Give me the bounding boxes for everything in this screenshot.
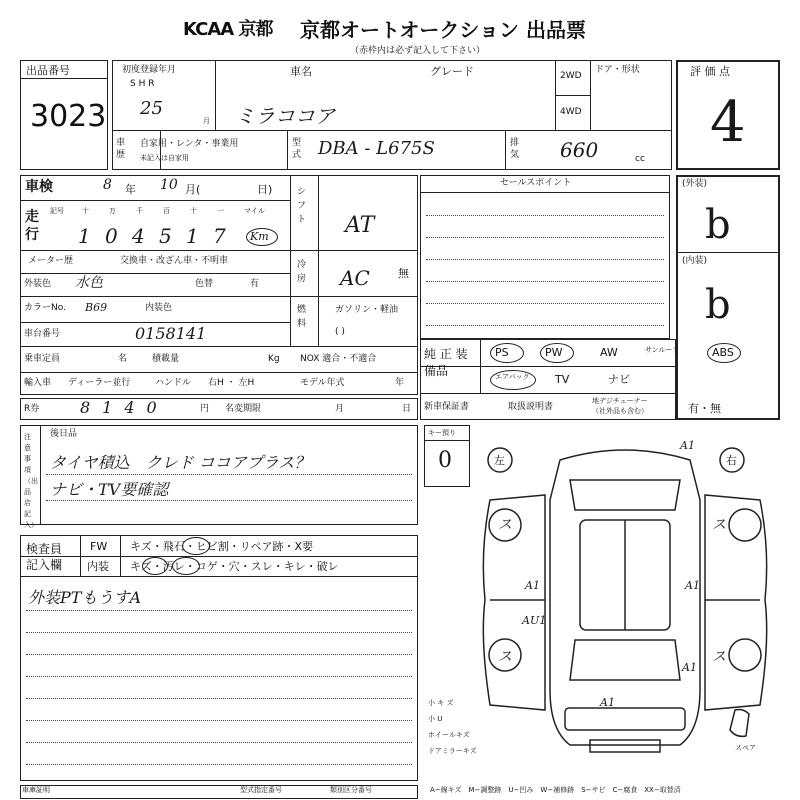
drive-4wd: 4WD [560, 107, 582, 117]
equipment-circle-mark [490, 343, 524, 363]
nox-label: NOX 適合・不適合 [300, 354, 377, 364]
rating-value: 4 [710, 90, 746, 155]
mark-s-front-left: ス [498, 517, 512, 533]
int-color-label: 内装色 [145, 303, 173, 313]
displacement-label: 排気 [510, 138, 520, 160]
equipment-label: 純 正 装備品 [424, 347, 468, 378]
meter-label: メーター歴 [28, 256, 74, 266]
capacity-unit: 名 [118, 354, 128, 364]
mileage-label: 走行 [25, 209, 39, 243]
displacement-value: 660 [560, 138, 599, 162]
mileage-header-6: マイル [244, 207, 265, 215]
equipment-tuner-yesno: 有・無 [688, 402, 721, 415]
mileage-digit-2: 4 [132, 224, 145, 248]
equipment-tuner-note: （社外品も含む） [592, 407, 648, 415]
color-no-value: B69 [85, 301, 108, 314]
sales-point-line [426, 259, 664, 260]
car-damage-diagram [470, 440, 780, 785]
reg-history-label: 車歴 [116, 138, 126, 160]
key-label: キー預り [428, 429, 456, 437]
sales-point-line [426, 325, 664, 326]
first-reg-month-label: 月 [203, 117, 210, 125]
shaken-year-label: 年 [125, 183, 136, 196]
model-year-unit: 年 [395, 378, 405, 388]
int-circle-mark-2 [172, 557, 200, 575]
inspector-int-items: キズ・汚レ・コゲ・穴・スレ・キレ・破レ [130, 560, 339, 573]
inspector-line [26, 632, 412, 633]
sales-point-line [426, 237, 664, 238]
equipment-item: ABS [712, 346, 734, 359]
color-change-value: 有 [250, 279, 260, 289]
fuel-options: ガソリン・軽油 [335, 305, 399, 315]
inspector-int-label: 内装 [87, 560, 109, 573]
grade-label: グレード [430, 65, 474, 78]
int-circle-mark-1 [142, 557, 168, 575]
fw-circle-mark [182, 537, 210, 555]
displacement-unit: cc [635, 154, 645, 164]
ext-rating-label: (外装) [682, 179, 708, 189]
cool-value: AC [340, 266, 370, 290]
inspector-line [26, 610, 412, 611]
mark-a1-right: A1 [685, 579, 700, 592]
damage-code-legend: A−線キズ M−調整跡 U−凹み W−補修跡 S−サビ C−腐食 XX−取替済 [430, 786, 681, 794]
mileage-header-2: 千 [136, 207, 143, 215]
sales-point-label: セールスポイント [500, 178, 572, 188]
shaken-month-label: 月( [185, 183, 201, 196]
chassis-label: 車台番号 [24, 329, 61, 339]
shaken-label: 車検 [25, 179, 53, 195]
inspector-label: 検査員 記入欄 [26, 542, 63, 572]
meter-options: 交換車・改ざん車・不明車 [120, 256, 229, 266]
type-designation-label: 型式指定番号 [240, 786, 282, 794]
first-reg-year: 25 [140, 98, 163, 119]
mark-a1-rear-right: A1 [682, 661, 697, 674]
fuel-paren: ( ) [335, 327, 345, 337]
equipment-circle-mark [707, 343, 741, 363]
sales-point-box [420, 175, 670, 339]
small-legend-item: 小 キ ズ [428, 699, 454, 707]
first-reg-label: 初度登録年月 [122, 65, 177, 75]
diagram-left-label: 左 [494, 454, 505, 467]
ext-color-value: 水色 [75, 275, 103, 291]
load-label: 積載量 [152, 354, 180, 364]
mark-s-rear-right: ス [712, 649, 726, 665]
int-rating-label: (内装) [682, 256, 708, 266]
page-subtitle: （赤枠内は必ず記入して下さい） [350, 46, 486, 56]
notes-line-1: タイヤ積込 クレド ココアプラス？ [50, 453, 311, 472]
drive-2wd: 2WD [560, 71, 582, 81]
color-no-label: カラーNo. [24, 303, 66, 313]
sales-point-line [426, 303, 664, 304]
equipment-item: サンルーフ [645, 346, 680, 354]
handle-options: 右H ・ 左H [208, 378, 255, 388]
equipment-item: エアバック [495, 373, 530, 381]
shift-label: シフト [297, 187, 307, 225]
ext-color-label: 外装色 [24, 279, 52, 289]
equipment-manual: 取扱説明書 [508, 402, 554, 412]
rating-label: 評 価 点 [690, 65, 730, 78]
notes-line-2: ナビ・TV要確認 [50, 480, 169, 499]
notes-box [20, 425, 418, 525]
small-legend-item: ホイールキズ [428, 731, 470, 739]
mark-a1-top: A1 [680, 439, 695, 452]
name-change-day: 日 [402, 404, 412, 414]
car-name-label: 車名 [290, 65, 312, 78]
cool-none: 無 [398, 267, 409, 280]
equipment-item: ナビ [608, 373, 630, 386]
equipment-circle-mark [540, 343, 574, 363]
kcaa-logo: KCAA 京都 [183, 19, 273, 40]
small-legend-item: 小 U [428, 715, 443, 723]
mileage-header-4: 十 [190, 207, 197, 215]
inspector-line [26, 698, 412, 699]
name-change-month: 月 [335, 404, 345, 414]
chassis-value: 0158141 [135, 324, 207, 343]
inspector-line [26, 654, 412, 655]
capacity-label: 乗車定員 [24, 354, 61, 364]
key-value: 0 [438, 448, 452, 473]
cool-label: 冷房 [297, 260, 307, 284]
small-legend-item: ドアミラーキズ [428, 747, 477, 755]
sales-point-line [426, 281, 664, 282]
recycle-value: 8140 [80, 398, 169, 417]
lot-number-value: 3023 [30, 99, 107, 134]
mark-s-rear-left: ス [498, 649, 512, 665]
fw-label: FW [90, 540, 108, 553]
inspector-line [26, 676, 412, 677]
equipment-item: PS [495, 346, 509, 359]
ext-rating-value: b [705, 202, 731, 248]
diagram-right-label: 右 [726, 454, 737, 467]
inspector-note: 外装PTもうすA [28, 588, 141, 607]
garage-cert-label: 車庫証明 [22, 786, 50, 794]
mark-a1-left: A1 [525, 579, 540, 592]
mark-au1: AU1 [522, 614, 547, 627]
reg-use-options: 自家用・レンタ・事業用 [140, 139, 239, 149]
inspector-line [26, 764, 412, 765]
mileage-sub-label: 記号 [50, 207, 64, 215]
shaken-day-label: 日) [257, 183, 273, 196]
mileage-digit-3: 5 [159, 224, 172, 248]
shift-value: AT [345, 213, 375, 238]
recycle-unit: 円 [200, 404, 210, 414]
handle-label: ハンドル [155, 378, 192, 388]
inspector-line [26, 720, 412, 721]
notes-side-label: 注意事項（出品店記入） [24, 433, 38, 529]
equipment-item: AW [600, 346, 618, 359]
reg-note: 未記入は自家用 [140, 154, 189, 162]
model-year-label: モデル年式 [300, 378, 345, 388]
lot-number-label: 出品番号 [26, 64, 70, 77]
category-no-label: 類別区分番号 [330, 786, 372, 794]
equipment-item: TV [555, 373, 570, 386]
spare-label: スペア [735, 744, 756, 752]
shaken-year: 8 [103, 177, 112, 193]
mark-s-front-right: ス [712, 517, 726, 533]
load-unit: Kg [268, 354, 280, 364]
equipment-warranty: 新車保証書 [424, 402, 470, 412]
mileage-digit-5: 7 [213, 224, 226, 248]
first-reg-era: S H R [130, 79, 155, 89]
mileage-digit-0: 1 [78, 224, 91, 248]
dealer-label: ディーラー並行 [68, 378, 131, 388]
mileage-header-1: 万 [109, 207, 116, 215]
model-value: DBA - L675S [318, 138, 435, 159]
after-items-label: 後日品 [50, 429, 78, 439]
sales-point-line [426, 215, 664, 216]
model-label: 型式 [292, 138, 302, 160]
mileage-header-0: 十 [82, 207, 89, 215]
mark-a1-rear: A1 [600, 696, 615, 709]
int-rating-value: b [705, 282, 731, 328]
page-title: 京都オートオークション 出品票 [300, 18, 586, 42]
color-change-label: 色替 [195, 279, 214, 289]
import-label: 輸入車 [24, 378, 52, 388]
equipment-item: PW [545, 346, 563, 359]
mileage-digit-1: 0 [105, 224, 118, 248]
mileage-unit: Km [250, 230, 269, 243]
fuel-label: 燃料 [297, 305, 307, 329]
name-change-label: 名変期限 [225, 404, 262, 414]
mileage-header-5: 一 [217, 207, 224, 215]
mileage-digit-4: 1 [186, 224, 199, 248]
door-shape-label: ドア・形状 [595, 65, 640, 75]
mileage-header-3: 百 [163, 207, 170, 215]
equipment-circle-mark [490, 370, 536, 390]
recycle-label: R券 [24, 404, 40, 414]
equipment-tuner: 地デジチューナー [592, 397, 648, 405]
car-name-value: ミラココア [235, 104, 335, 128]
fw-items: キズ・飛石・ヒビ割・リペア跡・X要 [130, 540, 314, 553]
inspector-line [26, 742, 412, 743]
shaken-month: 10 [160, 177, 178, 193]
